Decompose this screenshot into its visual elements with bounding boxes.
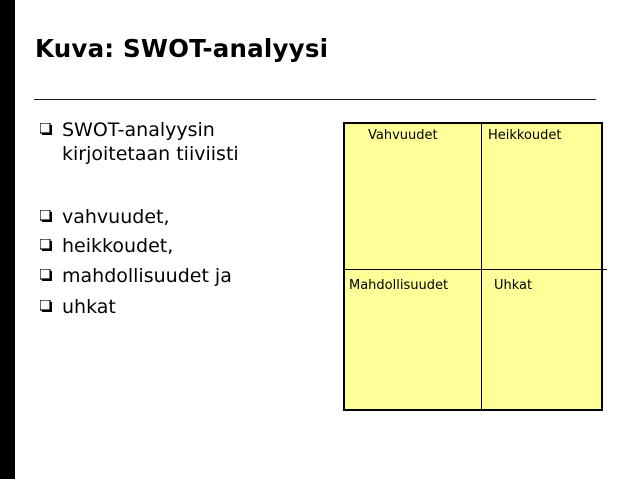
swot-strengths-label: Vahvuudet (368, 128, 438, 143)
square-bullet-icon (40, 239, 53, 252)
square-bullet-icon (40, 269, 53, 282)
bullet-text: heikkoudet, (62, 235, 174, 257)
title-divider (34, 99, 596, 100)
swot-horizontal-divider (343, 269, 607, 270)
bullet-text: vahvuudet, (62, 206, 170, 228)
swot-vertical-divider (481, 124, 482, 409)
bullet-text-continuation: kirjoitetaan tiiviisti (62, 143, 239, 165)
left-accent-bar (0, 0, 15, 479)
square-bullet-icon (40, 300, 53, 313)
bullet-text: uhkat (62, 296, 116, 318)
bullet-text: SWOT-analyysin (62, 119, 215, 141)
swot-matrix (343, 122, 603, 411)
swot-threats-label: Uhkat (494, 278, 533, 293)
swot-weaknesses-label: Heikkoudet (488, 128, 562, 143)
slide-title: Kuva: SWOT-analyysi (35, 34, 329, 63)
square-bullet-icon (40, 210, 53, 223)
swot-opportunities-label: Mahdollisuudet (349, 278, 449, 293)
bullet-text: mahdollisuudet ja (62, 265, 232, 287)
square-bullet-icon (40, 123, 53, 136)
